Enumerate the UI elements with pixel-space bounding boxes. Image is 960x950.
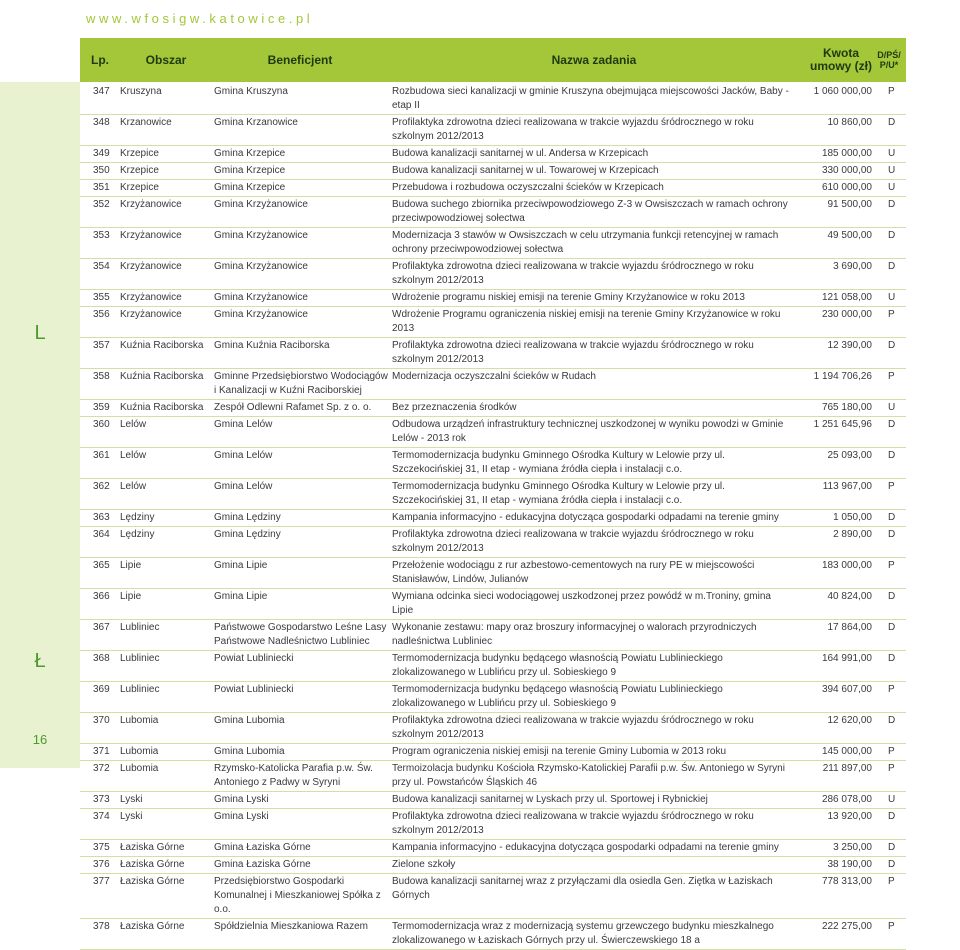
section-letter-l-stroke: Ł <box>34 650 46 672</box>
table-row <box>80 146 906 163</box>
cell-kwota: 230 000,00 <box>790 307 872 338</box>
cell-nazwa: Termomodernizacja wraz z modernizacją systemu grzewczego budynku mieszkalnego zlokalizowanego w Łaziskach Górnych przy ul. Świerczewskiego 18 a <box>392 919 790 950</box>
cell-kwota: 211 897,00 <box>790 761 872 792</box>
cell-nazwa: Bez przeznaczenia środków <box>392 400 790 417</box>
table-row <box>80 307 906 338</box>
table-row <box>80 589 906 620</box>
cell-typ: D <box>872 417 906 448</box>
cell-obszar: Lipie <box>120 589 214 620</box>
cell-typ: P <box>872 558 906 589</box>
cell-kwota: 10 860,00 <box>790 115 872 146</box>
cell-lp: 362 <box>80 479 120 510</box>
cell-typ: P <box>872 682 906 713</box>
cell-lp: 376 <box>80 857 120 874</box>
cell-kwota: 610 000,00 <box>790 180 872 197</box>
cell-obszar: Lelów <box>120 417 214 448</box>
cell-kwota: 185 000,00 <box>790 146 872 163</box>
cell-lp: 370 <box>80 713 120 744</box>
header-nazwa: Nazwa zadania <box>551 52 637 67</box>
cell-kwota: 1 050,00 <box>790 510 872 527</box>
cell-obszar: Krzepice <box>120 180 214 197</box>
cell-nazwa: Przełożenie wodociągu z rur azbestowo-cementowych na rury PE w miejscowości Stanisławów, Lindów, Julianów <box>392 558 790 589</box>
cell-kwota: 13 920,00 <box>790 809 872 840</box>
cell-typ: U <box>872 290 906 307</box>
table-row <box>80 651 906 682</box>
table-row <box>80 180 906 197</box>
page-number: 16 <box>32 732 48 747</box>
cell-obszar: Lipie <box>120 558 214 589</box>
cell-obszar: Lubomia <box>120 761 214 792</box>
cell-typ: D <box>872 620 906 651</box>
cell-nazwa: Profilaktyka zdrowotna dzieci realizowana w trakcie wyjazdu śródrocznego w roku szkolnym 2012/2013 <box>392 809 790 840</box>
cell-typ: D <box>872 651 906 682</box>
cell-obszar: Krzyżanowice <box>120 228 214 259</box>
cell-typ: D <box>872 338 906 369</box>
cell-nazwa: Budowa kanalizacji sanitarnej w Lyskach przy ul. Sportowej i Rybnickiej <box>392 792 790 809</box>
cell-beneficjent: Powiat Lubliniecki <box>214 682 392 713</box>
cell-typ: U <box>872 792 906 809</box>
cell-obszar: Lelów <box>120 479 214 510</box>
tasks-table <box>80 82 906 950</box>
table-row <box>80 857 906 874</box>
cell-kwota: 25 093,00 <box>790 448 872 479</box>
cell-beneficjent: Gmina Krzyżanowice <box>214 290 392 307</box>
cell-lp: 365 <box>80 558 120 589</box>
cell-nazwa: Profilaktyka zdrowotna dzieci realizowana w trakcie wyjazdu śródrocznego w roku szkolnym 2012/2013 <box>392 115 790 146</box>
header-kwota-line2: umowy (zł) <box>810 59 872 73</box>
cell-kwota: 3 250,00 <box>790 840 872 857</box>
table-row <box>80 713 906 744</box>
table-row <box>80 510 906 527</box>
cell-beneficjent: Gmina Lyski <box>214 809 392 840</box>
cell-obszar: Lubomia <box>120 713 214 744</box>
cell-nazwa: Termoizolacja budynku Kościoła Rzymsko-Katolickiej Parafii p.w. Św. Antoniego w Syryni przy ul. Powstańców Śląskich 46 <box>392 761 790 792</box>
cell-beneficjent: Gmina Krzyżanowice <box>214 259 392 290</box>
table-row <box>80 919 906 950</box>
table-row <box>80 228 906 259</box>
site-url[interactable]: www.wfosigw.katowice.pl <box>86 11 314 26</box>
table-row <box>80 527 906 558</box>
cell-beneficjent: Gminne Przedsiębiorstwo Wodociągów i Kanalizacji w Kuźni Raciborskiej <box>214 369 392 400</box>
cell-lp: 377 <box>80 874 120 919</box>
header-kwota <box>800 38 882 82</box>
cell-nazwa: Wykonanie zestawu: mapy oraz broszury informacyjnej o walorach przyrodniczych nadleśnictwa Lubliniec <box>392 620 790 651</box>
cell-kwota: 1 251 645,96 <box>790 417 872 448</box>
cell-beneficjent: Przedsiębiorstwo Gospodarki Komunalnej i Mieszkaniowej Spółka z o.o. <box>214 874 392 919</box>
cell-nazwa: Profilaktyka zdrowotna dzieci realizowana w trakcie wyjazdu śródrocznego w roku szkolnym 2012/2013 <box>392 338 790 369</box>
cell-obszar: Kruszyna <box>120 82 214 115</box>
table-row <box>80 558 906 589</box>
table-row <box>80 369 906 400</box>
cell-obszar: Łaziska Górne <box>120 857 214 874</box>
cell-typ: U <box>872 163 906 180</box>
cell-lp: 356 <box>80 307 120 338</box>
cell-lp: 357 <box>80 338 120 369</box>
cell-obszar: Lędziny <box>120 510 214 527</box>
cell-obszar: Lyski <box>120 792 214 809</box>
cell-typ: D <box>872 840 906 857</box>
cell-nazwa: Budowa kanalizacji sanitarnej w ul. Towarowej w Krzepicach <box>392 163 790 180</box>
cell-typ: D <box>872 228 906 259</box>
cell-beneficjent: Gmina Lipie <box>214 589 392 620</box>
cell-typ: D <box>872 809 906 840</box>
cell-beneficjent: Gmina Lubomia <box>214 744 392 761</box>
cell-lp: 375 <box>80 840 120 857</box>
table-row <box>80 115 906 146</box>
cell-kwota: 12 390,00 <box>790 338 872 369</box>
cell-typ: D <box>872 197 906 228</box>
cell-typ: D <box>872 115 906 146</box>
table-row <box>80 448 906 479</box>
cell-obszar: Łaziska Górne <box>120 840 214 857</box>
cell-lp: 348 <box>80 115 120 146</box>
cell-lp: 350 <box>80 163 120 180</box>
cell-kwota: 394 607,00 <box>790 682 872 713</box>
cell-lp: 354 <box>80 259 120 290</box>
cell-kwota: 121 058,00 <box>790 290 872 307</box>
cell-nazwa: Program ograniczenia niskiej emisji na terenie Gminy Lubomia w 2013 roku <box>392 744 790 761</box>
cell-nazwa: Termomodernizacja budynku będącego własnością Powiatu Lublinieckiego zlokalizowanego w Lublińcu przy ul. Sobieskiego 9 <box>392 651 790 682</box>
cell-obszar: Lubliniec <box>120 651 214 682</box>
cell-nazwa: Budowa kanalizacji sanitarnej wraz z przyłączami dla osiedla Gen. Ziętka w Łaziskach Górnych <box>392 874 790 919</box>
cell-beneficjent: Gmina Krzepice <box>214 163 392 180</box>
cell-nazwa: Kampania informacyjno - edukacyjna dotycząca gospodarki odpadami na terenie gminy <box>392 510 790 527</box>
cell-obszar: Lelów <box>120 448 214 479</box>
cell-typ: P <box>872 761 906 792</box>
section-letter-l: L <box>34 322 46 344</box>
cell-lp: 358 <box>80 369 120 400</box>
cell-nazwa: Rozbudowa sieci kanalizacji w gminie Kruszyna obejmująca miejscowości Jacków, Baby - etap II <box>392 82 790 115</box>
cell-lp: 373 <box>80 792 120 809</box>
header-dps-line1: D/PŚ/ <box>877 50 901 60</box>
cell-nazwa: Budowa kanalizacji sanitarnej w ul. Andersa w Krzepicach <box>392 146 790 163</box>
cell-kwota: 1 060 000,00 <box>790 82 872 115</box>
cell-obszar: Krzepice <box>120 163 214 180</box>
table-row <box>80 682 906 713</box>
cell-beneficjent: Gmina Krzepice <box>214 180 392 197</box>
cell-kwota: 49 500,00 <box>790 228 872 259</box>
cell-nazwa: Termomodernizacja budynku Gminnego Ośrodka Kultury w Lelowie przy ul. Szczekocińskiej 31, II etap - wymiana źródła ciepła i instalacji c.o. <box>392 479 790 510</box>
cell-kwota: 113 967,00 <box>790 479 872 510</box>
cell-kwota: 183 000,00 <box>790 558 872 589</box>
cell-beneficjent: Gmina Łaziska Górne <box>214 840 392 857</box>
cell-beneficjent: Gmina Lędziny <box>214 527 392 558</box>
cell-nazwa: Profilaktyka zdrowotna dzieci realizowana w trakcie wyjazdu śródrocznego w roku szkolnym 2012/2013 <box>392 527 790 558</box>
cell-typ: P <box>872 307 906 338</box>
cell-nazwa: Budowa suchego zbiornika przeciwpowodziowego Z-3 w Owsiszczach w ramach ochrony przeciwpowodziowej sołectwa <box>392 197 790 228</box>
cell-typ: D <box>872 589 906 620</box>
table-body <box>80 82 906 950</box>
cell-lp: 367 <box>80 620 120 651</box>
cell-typ: D <box>872 527 906 558</box>
cell-nazwa: Odbudowa urządzeń infrastruktury technicznej uszkodzonej w wyniku powodzi w Gminie Lelów - 2013 rok <box>392 417 790 448</box>
cell-beneficjent: Gmina Krzepice <box>214 146 392 163</box>
cell-obszar: Kuźnia Raciborska <box>120 400 214 417</box>
cell-lp: 374 <box>80 809 120 840</box>
cell-lp: 368 <box>80 651 120 682</box>
header-dps <box>873 38 905 82</box>
cell-kwota: 286 078,00 <box>790 792 872 809</box>
table-row <box>80 792 906 809</box>
cell-typ: P <box>872 744 906 761</box>
cell-kwota: 164 991,00 <box>790 651 872 682</box>
cell-nazwa: Wymiana odcinka sieci wodociągowej uszkodzonej przez powódź w m.Troniny, gmina Lipie <box>392 589 790 620</box>
cell-lp: 355 <box>80 290 120 307</box>
cell-obszar: Lubliniec <box>120 620 214 651</box>
table-row <box>80 620 906 651</box>
table-row <box>80 338 906 369</box>
cell-obszar: Lędziny <box>120 527 214 558</box>
cell-lp: 360 <box>80 417 120 448</box>
cell-lp: 352 <box>80 197 120 228</box>
cell-typ: P <box>872 874 906 919</box>
table-row <box>80 761 906 792</box>
cell-obszar: Lubomia <box>120 744 214 761</box>
cell-beneficjent: Spółdzielnia Mieszkaniowa Razem <box>214 919 392 950</box>
cell-obszar: Krzyżanowice <box>120 197 214 228</box>
cell-nazwa: Wdrożenie Programu ograniczenia niskiej emisji na terenie Gminy Krzyżanowice w roku 2013 <box>392 307 790 338</box>
table-row <box>80 400 906 417</box>
header-kwota-line1: Kwota <box>823 46 859 60</box>
cell-obszar: Krzyżanowice <box>120 290 214 307</box>
table-row <box>80 259 906 290</box>
cell-obszar: Łaziska Górne <box>120 919 214 950</box>
cell-typ: D <box>872 713 906 744</box>
cell-typ: D <box>872 259 906 290</box>
table-row <box>80 163 906 180</box>
header-dps-line2: P/U* <box>879 60 899 70</box>
cell-typ: P <box>872 82 906 115</box>
header-lp: Lp. <box>91 52 109 67</box>
cell-beneficjent: Gmina Lelów <box>214 448 392 479</box>
header-obszar: Obszar <box>145 52 187 67</box>
table-row <box>80 479 906 510</box>
cell-beneficjent: Rzymsko-Katolicka Parafia p.w. Św. Antoniego z Padwy w Syryni <box>214 761 392 792</box>
table-row <box>80 874 906 919</box>
cell-typ: P <box>872 919 906 950</box>
table-row <box>80 840 906 857</box>
cell-lp: 349 <box>80 146 120 163</box>
cell-beneficjent: Gmina Lelów <box>214 479 392 510</box>
cell-beneficjent: Gmina Lubomia <box>214 713 392 744</box>
cell-lp: 359 <box>80 400 120 417</box>
cell-kwota: 222 275,00 <box>790 919 872 950</box>
cell-kwota: 38 190,00 <box>790 857 872 874</box>
cell-obszar: Łaziska Górne <box>120 874 214 919</box>
cell-kwota: 2 890,00 <box>790 527 872 558</box>
cell-lp: 378 <box>80 919 120 950</box>
cell-nazwa: Termomodernizacja budynku będącego własnością Powiatu Lublinieckiego zlokalizowanego w Lublińcu przy ul. Sobieskiego 9 <box>392 682 790 713</box>
cell-obszar: Kuźnia Raciborska <box>120 369 214 400</box>
cell-beneficjent: Gmina Lyski <box>214 792 392 809</box>
table-row <box>80 744 906 761</box>
cell-nazwa: Profilaktyka zdrowotna dzieci realizowana w trakcie wyjazdu śródrocznego w roku szkolnym 2012/2013 <box>392 713 790 744</box>
cell-lp: 369 <box>80 682 120 713</box>
cell-beneficjent: Gmina Krzyżanowice <box>214 307 392 338</box>
cell-nazwa: Modernizacja 3 stawów w Owsiszczach w celu utrzymania funkcji retencyjnej w ramach ochrony przeciwpowodziowej sołectwa <box>392 228 790 259</box>
cell-nazwa: Termomodernizacja budynku Gminnego Ośrodka Kultury w Lelowie przy ul. Szczekocińskiej 31, II etap - wymiana źródła ciepła i instalacji c.o. <box>392 448 790 479</box>
cell-typ: U <box>872 180 906 197</box>
cell-beneficjent: Gmina Lipie <box>214 558 392 589</box>
cell-obszar: Krzyżanowice <box>120 307 214 338</box>
table-row <box>80 290 906 307</box>
table-row <box>80 197 906 228</box>
table-header <box>80 38 906 82</box>
cell-typ: U <box>872 400 906 417</box>
cell-kwota: 330 000,00 <box>790 163 872 180</box>
cell-beneficjent: Państwowe Gospodarstwo Leśne Lasy Państwowe Nadleśnictwo Lubliniec <box>214 620 392 651</box>
cell-kwota: 145 000,00 <box>790 744 872 761</box>
cell-obszar: Lyski <box>120 809 214 840</box>
cell-beneficjent: Gmina Lędziny <box>214 510 392 527</box>
cell-kwota: 91 500,00 <box>790 197 872 228</box>
cell-beneficjent: Gmina Krzanowice <box>214 115 392 146</box>
cell-lp: 361 <box>80 448 120 479</box>
cell-typ: P <box>872 479 906 510</box>
cell-lp: 363 <box>80 510 120 527</box>
cell-obszar: Kuźnia Raciborska <box>120 338 214 369</box>
cell-typ: D <box>872 510 906 527</box>
cell-kwota: 3 690,00 <box>790 259 872 290</box>
cell-beneficjent: Powiat Lubliniecki <box>214 651 392 682</box>
cell-lp: 353 <box>80 228 120 259</box>
cell-lp: 372 <box>80 761 120 792</box>
cell-nazwa: Kampania informacyjno - edukacyjna dotycząca gospodarki odpadami na terenie gminy <box>392 840 790 857</box>
cell-nazwa: Przebudowa i rozbudowa oczyszczalni ścieków w Krzepicach <box>392 180 790 197</box>
cell-lp: 351 <box>80 180 120 197</box>
cell-typ: D <box>872 448 906 479</box>
cell-beneficjent: Gmina Krzyżanowice <box>214 228 392 259</box>
cell-kwota: 765 180,00 <box>790 400 872 417</box>
cell-obszar: Krzyżanowice <box>120 259 214 290</box>
cell-kwota: 17 864,00 <box>790 620 872 651</box>
header-beneficjent: Beneficjent <box>267 52 333 67</box>
cell-obszar: Krzanowice <box>120 115 214 146</box>
table-row <box>80 82 906 115</box>
cell-lp: 347 <box>80 82 120 115</box>
cell-beneficjent: Gmina Kuźnia Raciborska <box>214 338 392 369</box>
cell-typ: P <box>872 369 906 400</box>
cell-beneficjent: Gmina Kruszyna <box>214 82 392 115</box>
cell-kwota: 40 824,00 <box>790 589 872 620</box>
cell-kwota: 1 194 706,26 <box>790 369 872 400</box>
cell-kwota: 12 620,00 <box>790 713 872 744</box>
cell-beneficjent: Zespół Odlewni Rafamet Sp. z o. o. <box>214 400 392 417</box>
cell-obszar: Lubliniec <box>120 682 214 713</box>
cell-typ: U <box>872 146 906 163</box>
cell-obszar: Krzepice <box>120 146 214 163</box>
cell-lp: 364 <box>80 527 120 558</box>
table-row <box>80 417 906 448</box>
cell-nazwa: Zielone szkoły <box>392 857 790 874</box>
cell-nazwa: Modernizacja oczyszczalni ścieków w Rudach <box>392 369 790 400</box>
cell-kwota: 778 313,00 <box>790 874 872 919</box>
cell-beneficjent: Gmina Krzyżanowice <box>214 197 392 228</box>
table-row <box>80 809 906 840</box>
cell-nazwa: Profilaktyka zdrowotna dzieci realizowana w trakcie wyjazdu śródrocznego w roku szkolnym 2012/2013 <box>392 259 790 290</box>
cell-lp: 366 <box>80 589 120 620</box>
cell-beneficjent: Gmina Łaziska Górne <box>214 857 392 874</box>
cell-typ: D <box>872 857 906 874</box>
cell-beneficjent: Gmina Lelów <box>214 417 392 448</box>
cell-nazwa: Wdrożenie programu niskiej emisji na terenie Gminy Krzyżanowice w roku 2013 <box>392 290 790 307</box>
cell-lp: 371 <box>80 744 120 761</box>
